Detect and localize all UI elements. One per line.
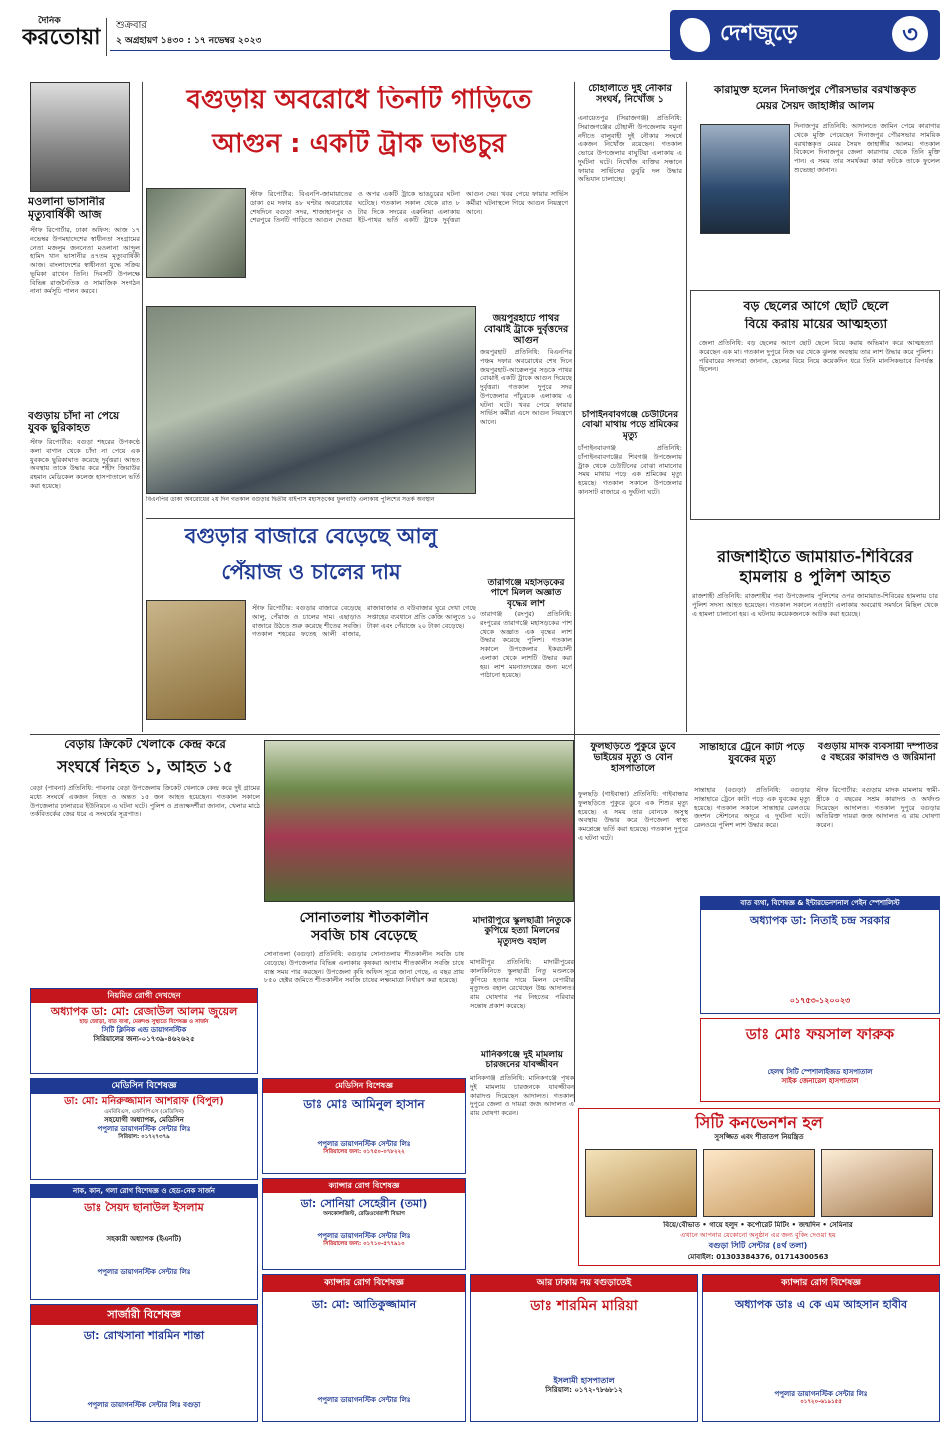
mother-box bbox=[690, 290, 940, 520]
ad2-spec: এমবিবিএস, এফসিপিএস (মেডিসিন) bbox=[104, 1108, 184, 1115]
column-rule bbox=[574, 82, 575, 1102]
ad11-place: বগুড়া সিটি সেন্টার (৪র্থ তলা) bbox=[708, 1241, 808, 1250]
meyor-photo bbox=[700, 124, 790, 234]
ad5-head: মেডিসিন বিশেষজ্ঞ bbox=[263, 1079, 465, 1093]
ad6-name: ডা: সোনিয়া সেহেরীন (তমা) bbox=[300, 1197, 428, 1210]
ad-cancer-1[interactable] bbox=[262, 1178, 466, 1270]
prices-headline-1: বগুড়ার বাজারে বেড়েছে আলু bbox=[184, 524, 438, 548]
ad10-place1: হেলথ সিটি স্পেশালাইজড হাসপাতাল bbox=[767, 1067, 873, 1076]
meyor-headline-1: কারামুক্ত হলেন দিনাজপুর পৌরসভার বরখাস্তকৃত bbox=[714, 84, 916, 96]
ad-cancer-2[interactable] bbox=[262, 1274, 466, 1422]
meyor-body: দিনাজপুর প্রতিনিধি: আদালতে জামিন পেয়ে কারাগার থেকে মুক্তি পেয়েছেন দিনাজপুর পৌরসভার সাময়িক বরখাস্তকৃত মেয়র সৈয়দ জাহাঙ্গীর আলম। গতকাল বিকেলে দিনাজপুর জেলা কারাগার থেকে তিনি মুক্তি পান। এ সময় তার সমর্থকরা কারা ফটকে তাকে ফুলেল শুভেচ্ছা জানান। bbox=[794, 122, 940, 174]
ad9-name: অধ্যাপক ডা: নিতাই চন্দ্র সরকার bbox=[749, 913, 891, 927]
ad-convention-hall[interactable] bbox=[578, 1108, 940, 1266]
ad7-place: পপুলার ডায়াগনস্টিক সেন্টার লিঃ bbox=[317, 1396, 411, 1404]
map-icon bbox=[680, 18, 710, 52]
ad2-role: সহযোগী অধ্যাপক, মেডিসিন bbox=[104, 1115, 184, 1124]
masthead-divider bbox=[106, 18, 107, 56]
chouhali-body: এনায়েতপুর (সিরাজগঞ্জ) প্রতিনিধি: সিরাজগঞ্জের চৌহালী উপজেলায় যমুনা নদীতে বালুবাহী দুই নৌকার সংঘর্ষে একজন নিখোঁজ রয়েছেন। গতকাল ভোরে উপজেলার বাঘুটিয়া এলাকায় এ দুর্ঘটনা ঘটে। নিখোঁজ ব্যক্তির সন্ধানে ফায়ার সার্ভিসের ডুবুরি দল উদ্ধার অভিযান চালাচ্ছে। bbox=[578, 114, 682, 184]
section-band bbox=[670, 10, 940, 60]
rajshahi-headline-1: রাজশাহীতে জামায়াত-শিবিরের bbox=[717, 548, 913, 566]
ad2-name: ডা: মো: মনিরুজ্জামান আশরাফ (বিপুল) bbox=[64, 1096, 224, 1108]
brand-small: দৈনিক bbox=[38, 16, 61, 26]
ad3-role: সহকারী অধ্যাপক (ইএনটি) bbox=[106, 1234, 182, 1243]
ad1-head: নিয়মিত রোগী দেখছেন bbox=[31, 989, 257, 1003]
ad2-phone: সিরিয়াল: ০১৭২৭৩৭৯ bbox=[118, 1134, 170, 1141]
ad-ent[interactable] bbox=[30, 1184, 258, 1300]
ad3-name: ডাঃ সৈয়দ ছানাউল ইসলাম bbox=[84, 1200, 204, 1214]
ad8-place: ইসলামী হাসপাতাল bbox=[553, 1375, 615, 1385]
lead-body: স্টাফ রিপোর্টার: বিএনপি-জামায়াতের ডাকা ৫ম দফায় ৪৮ ঘণ্টার অবরোধের শেষদিনে বগুড়া সদর, শাজাহানপুর ও শেরপুরে তিনটি গাড়িতে আগুন দেওয়া ও অপর একটি ট্রাকে ভাঙচুরের ঘটনা ঘটেছে। গতকাল সকাল থেকে রাত ৮ টার দিকে সদরের এরুলিয়া এলাকায় ইট-পাথর ভর্তি একটি ট্রাকে দুর্বৃত্তরা আগুন দেয়। খবর পেয়ে ফায়ার সার্ভিস কর্মীরা ঘটনাস্থলে গিয়ে আগুন নিয়ন্ত্রণে আনে। bbox=[250, 190, 568, 225]
chapai-body: চাঁপাইনবাবগঞ্জ প্রতিনিধি: চাঁপাইনবাবগঞ্জের শিবগঞ্জ উপজেলায় ট্রাক থেকে চেউটিনের বোঝা নামানোর সময় মাথায় পড়ে এক শ্রমিকের মৃত্যু হয়েছে। গতকাল সকালে উপজেলার কানসাট বাজারে এ দুর্ঘটনা ঘটে। bbox=[578, 444, 682, 496]
ad7-name: ডা: মো: আতিকুজ্জামান bbox=[311, 1298, 417, 1312]
lead-headline-2: আগুন : একটি ট্রাক ভাঙচুর bbox=[212, 130, 506, 159]
hall-photo-2 bbox=[703, 1149, 815, 1217]
section-rule bbox=[146, 518, 574, 519]
chanda-body: স্টাফ রিপোর্টার: বগুড়া শহরের উপকণ্ঠে কলা বাগান থেকে চাঁদা না পেয়ে এক যুবককে ছুরিকাঘাত করেছে দুর্বৃত্তরা। আহত অবস্থায় তাকে উদ্ধার করে শহীদ জিয়াউর রহমান মেডিকেল কলেজ হাসপাতালে ভর্তি করা হয়েছে। bbox=[30, 438, 140, 490]
ad2-place: পপুলার ডায়াগনস্টিক সেন্টার লিঃ bbox=[97, 1124, 191, 1133]
cricket-headline: সংঘর্ষে নিহত ১, আহত ১৫ bbox=[57, 758, 233, 776]
santahar-headline: সান্তাহারে ট্রেনে কাটা পড়ে যুবকের মৃত্যু bbox=[699, 742, 805, 765]
chouhali-headline: চৌহালীতে দুই নৌকার সংঘর্ষ, নিখোঁজ ১ bbox=[588, 84, 672, 105]
fulchhari-body: ফুলছড়ি (গাইবান্ধা) প্রতিনিধি: গাইবান্ধার ফুলছড়িতে পুকুরে ডুবে এক শিশুর মৃত্যু হয়েছে। এ সময় তার বোনকে অসুস্থ অবস্থায় উদ্ধার করে উপজেলা স্বাস্থ্য কমপ্লেক্সে ভর্তি করা হয়েছে। গতকাল দুপুরে এ ঘটনা ঘটে। bbox=[578, 790, 688, 842]
issue-day: শুক্রবার bbox=[116, 20, 147, 31]
cricket-kicker: বেড়ায় ক্রিকেট খেলাকে কেন্দ্র করে bbox=[64, 738, 226, 751]
ad12-place: পপুলার ডায়াগনস্টিক সেন্টার লিঃ bbox=[774, 1390, 868, 1398]
mother-headline-1: বড় ছেলের আগে ছোট ছেলে bbox=[743, 299, 889, 313]
lead-photo bbox=[146, 188, 246, 278]
mother-headline-2: বিয়ে করায় মায়ের আত্মহত্যা bbox=[744, 317, 888, 331]
ad8-head: আর ঢাকায় নয় বগুড়াতেই bbox=[471, 1275, 697, 1292]
masthead bbox=[0, 0, 945, 78]
drug-headline: বগুড়ায় মাদক ব্যবসায়ী দম্পতির ৫ বছরের কারাদণ্ড ও জরিমানা bbox=[817, 742, 939, 763]
hall-photo-3 bbox=[821, 1149, 933, 1217]
ad7-head: ক্যান্সার রোগ বিশেষজ্ঞ bbox=[263, 1275, 465, 1292]
ad3-head: নাক, কান, গলা রোগ বিশেষজ্ঞ ও হেড-নেক সার্জন bbox=[31, 1185, 257, 1198]
manikganj-body: মানিকগঞ্জ প্রতিনিধি: মানিকগঞ্জে পৃথক দুই মামলায় চারজনকে যাবজ্জীবন কারাদণ্ড দিয়েছেন আদালত। গতকাল দুপুরে জেলা ও দায়রা জজ আদালত এ রায় ঘোষণা করেন। bbox=[470, 1074, 574, 1118]
ad-pain[interactable] bbox=[700, 896, 940, 1014]
ad-orthopedic[interactable] bbox=[30, 988, 258, 1074]
ad12-name: অধ্যাপক ডাঃ এ কে এম আহসান হাবীব bbox=[734, 1298, 908, 1312]
prices-body: স্টাফ রিপোর্টার: বগুড়ার বাজারে বেড়েছে আলু, পেঁয়াজ ও চালের দাম। এছাড়াও বাজারে উঠতে শুরু করেছে শীতের সবজি। গতকাল শহরের ফতেহ আলী বাজার, রাজাবাজার ও বউবাজার ঘুরে দেখা গেছে সপ্তাহের ব্যবধানে প্রতি কেজি আলুতে ১০ টাকা এবং পেঁয়াজে ২০ টাকা বেড়েছে। bbox=[252, 604, 476, 639]
ad5-phone: সিরিয়ালের জন্য: ০১৭৫০-০৭৮২২২ bbox=[323, 1149, 405, 1156]
mother-body: জেলা প্রতিনিধি: বড় ছেলের আগে ছোট ছেলে বিয়ে করায় অভিমান করে আত্মহত্যা করেছেন এক মা। গতকাল দুপুরে নিজ ঘর থেকে ঝুলন্ত অবস্থায় তার লাশ উদ্ধার করে পুলিশ। পরিবারের সদস্যরা জানান, ছেলের বিয়ে নিয়ে কয়েকদিন ধরে তিনি মানসিকভাবে বিপর্যস্ত ছিলেন। bbox=[699, 339, 933, 374]
fulchhari-headline: ফুলছড়িতে পুকুরে ডুবে ভাইয়ের মৃত্যু ও বোন হাসপাতালে bbox=[590, 742, 676, 774]
column-rule bbox=[686, 82, 687, 732]
joypurhat-headline: জয়পুরহাটে পাথর বোঝাই ট্রাকে দুর্বৃত্তদের আগুন bbox=[483, 314, 569, 346]
ad1-place: সিটি ক্লিনিক এন্ড ডায়াগনস্টিক bbox=[101, 1025, 187, 1034]
column-rule bbox=[142, 82, 143, 732]
ad11-items: বিয়ে/বৌভাত • গায়ে হলুদ • কর্পোরেট মিটিং • জন্মদিন • সেমিনার bbox=[663, 1221, 853, 1229]
ad6-phone: সিরিয়ালের জন্য: ০১৭১০-৫৭৭৯১০ bbox=[323, 1240, 405, 1247]
prices-photo bbox=[146, 600, 246, 720]
section-title: দেশজুড়ে bbox=[720, 21, 798, 46]
ad11-head: সিটি কনভেনশন হল bbox=[695, 1113, 823, 1132]
issue-date: ২ অগ্রহায়ণ ১৪৩০ : ১৭ নভেম্বর ২০২৩ bbox=[116, 36, 262, 46]
page-number: ৩ bbox=[892, 16, 928, 52]
taraganj-headline: তারাগঞ্জে মহাসড়কের পাশে মিলল অজ্ঞাত বৃদ্ধের লাশ bbox=[487, 578, 565, 609]
lead-headline-1: বগুড়ায় অবরোধে তিনটি গাড়িতে bbox=[186, 86, 532, 115]
ad11-sub: সুসজ্জিত এবং শীতাতপ নিয়ন্ত্রিত bbox=[714, 1133, 804, 1141]
sonatala-photo bbox=[264, 740, 574, 902]
ad-medicine-2[interactable] bbox=[262, 1078, 466, 1174]
ad-sharmin[interactable] bbox=[470, 1274, 698, 1422]
ad4-head: সার্জারী বিশেষজ্ঞ bbox=[31, 1305, 257, 1325]
meyor-headline-2: মেয়র সৈয়দ জাহাঙ্গীর আলম bbox=[755, 100, 875, 112]
rajshahi-body: রাজশাহী প্রতিনিধি: রাজশাহীর পবা উপজেলায় পুলিশের ওপর জামায়াত-শিবিরের হামলায় চার পুলিশ সদস্য আহত হয়েছেন। গতকাল সকালে নওহাটা এলাকায় অবরোধ সমর্থনে মিছিল থেকে এ হামলা চালানো হয়। এ ঘটনায় কয়েকজনকে আটক করা হয়েছে। bbox=[692, 592, 938, 618]
cricket-body: বেড়া (পাবনা) প্রতিনিধি: পাবনার বেড়া উপজেলায় ক্রিকেট খেলাকে কেন্দ্র করে দুই গ্রামের মধ্যে সংঘর্ষে একজন নিহত ও অন্তত ১৫ জন আহত হয়েছেন। গতকাল সকালে উপজেলার ঢালারচর ইউনিয়নে এ ঘটনা ঘটে। পুলিশ ও প্রত্যক্ষদর্শীরা জানান, খেলার মাঠে তর্কবিতর্কের জের ধরে এ সংঘর্ষের সূত্রপাত। bbox=[30, 784, 260, 819]
ad6-head: ক্যান্সার রোগ বিশেষজ্ঞ bbox=[263, 1179, 465, 1193]
madaripur-body: মাদারীপুর প্রতিনিধি: মাদারীপুরের কালকিনিতে স্কুলছাত্রী নিতু মণ্ডলকে কুপিয়ে হত্যার দায়ে মিলন বেপারীর মৃত্যুদণ্ড বহাল রেখেছেন উচ্চ আদালত। রায় ঘোষণার পর নিহতের পরিবার সন্তোষ প্রকাশ করেছে। bbox=[470, 958, 574, 1010]
ad4-place: পপুলার ডায়াগনস্টিক সেন্টার লিঃ বগুড়া bbox=[87, 1400, 201, 1409]
ad-faysal[interactable] bbox=[700, 1018, 940, 1102]
ad-medicine-1[interactable] bbox=[30, 1078, 258, 1180]
santahar-body: সান্তাহার (বগুড়া) প্রতিনিধি: বগুড়ার সান্তাহারে ট্রেনে কাটা পড়ে এক যুবকের মৃত্যু হয়েছে। গতকাল সকালে সান্তাহার রেলওয়ে জংশন স্টেশনের অদূরে এ দুর্ঘটনা ঘটে। রেলওয়ে পুলিশ লাশ উদ্ধার করে। bbox=[694, 786, 810, 830]
ad1-spec: হাড় জোড়া, বাত ব্যথা, মেরুদণ্ড সুস্থ্যতে বিশেষজ্ঞ ও সার্জন bbox=[79, 1018, 209, 1025]
ad9-head: বাত ব্যথা, বিশেষজ্ঞ & ইন্টারভেনশনাল পেইন স্পেশালিস্ট bbox=[701, 897, 939, 910]
drug-body: স্টাফ রিপোর্টার: বগুড়ায় মাদক মামলায় স্বামী-স্ত্রীকে ৫ বছরের সশ্রম কারাদণ্ড ও অর্থদণ্ড দিয়েছেন আদালত। গতকাল দুপুরে বগুড়ার অতিরিক্ত দায়রা জজ আদালত এ রায় ঘোষণা করেন। bbox=[816, 786, 940, 830]
ad12-head: ক্যান্সার রোগ বিশেষজ্ঞ bbox=[703, 1275, 939, 1292]
ad-surgery[interactable] bbox=[30, 1304, 258, 1422]
ad2-head: মেডিসিন বিশেষজ্ঞ bbox=[31, 1079, 257, 1094]
bhasani-photo bbox=[30, 82, 130, 192]
lead-main-photo bbox=[146, 306, 476, 494]
manikganj-headline: মানিকগঞ্জে দুই মামলায় চারজনের যাবজ্জীবন bbox=[481, 1050, 563, 1071]
bhasani-headline: মওলানা ভাসানীর মৃত্যুবার্ষিকী আজ bbox=[28, 196, 105, 221]
ad-cancer-3[interactable] bbox=[702, 1274, 940, 1422]
section-rule bbox=[30, 734, 940, 735]
joypurhat-body: জয়পুরহাট প্রতিনিধি: বিএনপির পঞ্চম দফার অবরোধের শেষ দিনে জয়পুরহাট-আক্কেলপুর সড়কে পাথর বোঝাই একটি ট্রাকে আগুন দিয়েছে দুর্বৃত্তরা। গতকাল দুপুরে সদর উপজেলার পাঁচুরচক এলাকায় এ ঘটনা ঘটে। খবর পেয়ে ফায়ার সার্ভিস কর্মীরা এসে আগুন নিয়ন্ত্রণে আনে। bbox=[480, 348, 572, 427]
brand-logo: করতোয়া bbox=[22, 24, 101, 50]
bhasani-body: স্টাফ রিপোর্টার, ঢাকা অফিস: আজ ১৭ নভেম্বর উপমহাদেশের স্বাধীনতা সংগ্রামের নেতা মজলুম জননেতা মওলানা আব্দুল হামিদ খান ভাসানীর ৪৭তম মৃত্যুবার্ষিকী আজ। বাংলাদেশের স্বাধীনতা যুদ্ধে সক্রিয় ভূমিকা রাখেন তিনি। দিবসটি উপলক্ষে বিভিন্ন রাজনৈতিক ও সামাজিক সংগঠন নানা কর্মসূচি পালন করবে। bbox=[30, 226, 140, 296]
masthead-rule bbox=[110, 50, 670, 51]
ad4-name: ডা: রোখসানা শারমিন শান্তা bbox=[83, 1328, 205, 1342]
lead-caption: বিএনপির ডাকা অবরোধের ২য় দিন গতকাল বগুড়ার দ্বিতীয় বাইপাস মহাসড়কের ফুলবাড়ি এলাকায় পুলিশের সতর্ক অবস্থান bbox=[146, 496, 435, 503]
prices-headline-2: পেঁয়াজ ও চালের দাম bbox=[221, 560, 401, 584]
sonatala-headline-1: সোনাতলায় শীতকালীন bbox=[299, 910, 429, 926]
ad10-name: ডাঃ মোঃ ফয়সাল ফারুক bbox=[745, 1025, 895, 1043]
ad3-place: পপুলার ডায়াগনস্টিক সেন্টার লিঃ bbox=[97, 1267, 191, 1276]
ad9-phone: ০১৭৫৩-১২০০২৩ bbox=[789, 995, 851, 1005]
sonatala-headline-2: সবজি চাষ বেড়েছে bbox=[311, 928, 417, 944]
sonatala-body: সোনাতলা (বগুড়া) প্রতিনিধি: বগুড়ার সোনাতলায় শীতকালীন সবজি চাষ বেড়েছে। উপজেলার বিভিন্ন এলাকায় কৃষকরা আগাম শীতকালীন সবজি চাষে ব্যস্ত সময় পার করছেন। উপজেলা কৃষি অফিস সূত্রে জানা গেছে, এ বছর প্রায় ৮৫০ হেক্টর জমিতে শীতকালীন সবজি চাষের লক্ষ্যমাত্রা নির্ধারণ করা হয়েছে। bbox=[264, 950, 464, 985]
rajshahi-headline-2: হামলায় ৪ পুলিশ আহত bbox=[739, 568, 891, 586]
chapai-headline: চাঁপাইনবাবগঞ্জে চেউটিনের বোঝা মাথায় পড়ে শ্রমিকের মৃত্যু bbox=[581, 410, 679, 441]
ad11-phone: মোবাইল: 01303384376, 01714300563 bbox=[687, 1253, 829, 1261]
taraganj-body: তারাগঞ্জ (রংপুর) প্রতিনিধি: রংপুরের তারাগঞ্জে মহাসড়কের পাশ থেকে অজ্ঞাত এক বৃদ্ধের লাশ উদ্ধার করেছে পুলিশ। গতকাল সকালে উপজেলার ইকরচালী এলাকা থেকে লাশটি উদ্ধার করা হয়। লাশ ময়নাতদন্তের জন্য মর্গে পাঠানো হয়েছে। bbox=[480, 610, 572, 680]
ad1-phone: সিরিয়ালের জন্য-০১৭৩৯-৪৬২৬২৫ bbox=[93, 1034, 195, 1043]
madaripur-headline: মাদারীপুরে স্কুলছাত্রী নিতুকে কুপিয়ে হত্যা মিলনের মৃত্যুদণ্ড বহাল bbox=[472, 916, 572, 947]
hall-photo-1 bbox=[585, 1149, 697, 1217]
ad5-name: ডাঃ মোঃ আমিনুল হাসান bbox=[303, 1097, 425, 1111]
ad6-spec: অনকোলজিস্ট, রেডিওথেরাপী বিভাগ bbox=[323, 1210, 405, 1217]
ad11-note: এখানে আপনার যেকোনো অনুষ্ঠান এর জন্য বুকিং দেওয়া হয় bbox=[680, 1231, 836, 1239]
ad6-place: পপুলার ডায়াগনস্টিক সেন্টার লিঃ bbox=[317, 1231, 411, 1240]
ad5-place: পপুলার ডায়াগনস্টিক সেন্টার লিঃ bbox=[317, 1140, 411, 1148]
ad8-name: ডাঃ শারমিন মারিয়া bbox=[530, 1298, 638, 1315]
ad12-phone: ০১৭২০-৬১৯১৫৫ bbox=[800, 1399, 842, 1406]
ad10-place2: সাইক জেনারেল হাসপাতাল bbox=[781, 1076, 859, 1085]
ad1-name: অধ্যাপক ডা: মো: রেজাউল আলম জুয়েল bbox=[50, 1005, 238, 1018]
ad8-phone: সিরিয়াল: ০১৭২-৭৮৬৮১২ bbox=[545, 1386, 623, 1395]
chanda-headline: বগুড়ায় চাঁদা না পেয়ে যুবক ছুরিকাহত bbox=[28, 410, 120, 435]
